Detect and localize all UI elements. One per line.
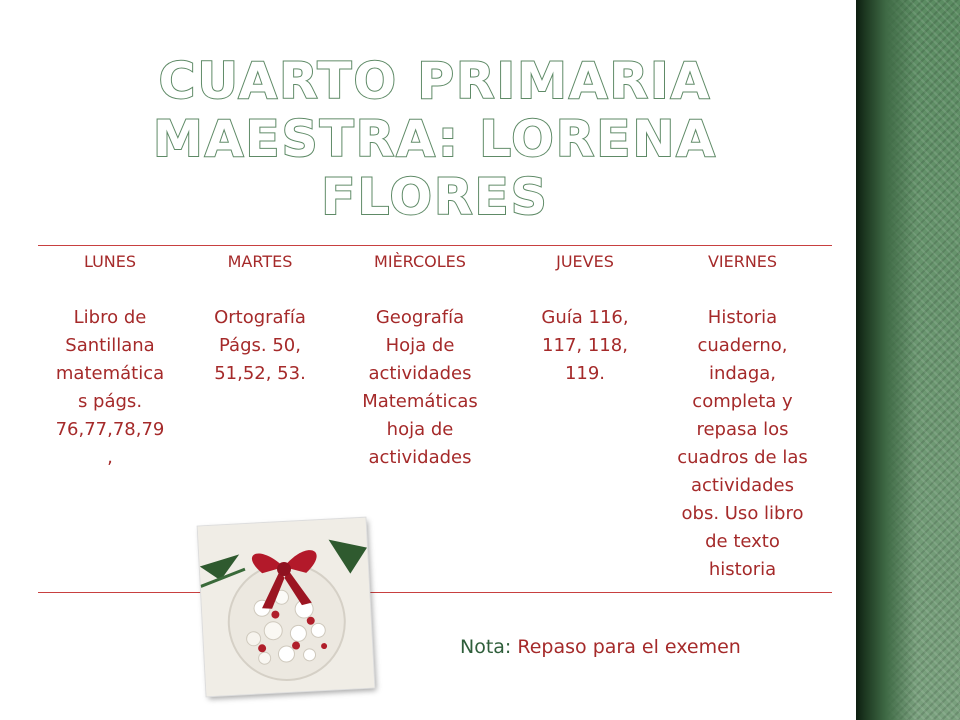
day-line: hoja de: [386, 419, 454, 440]
day-line: Libro de: [73, 307, 147, 328]
title-line-1: CUARTO PRIMARIA: [158, 52, 712, 110]
schedule-column-jueves: [515, 248, 655, 388]
day-line: matemática: [55, 363, 165, 384]
note-text: Repaso para el exemen: [517, 636, 741, 658]
note: [460, 636, 741, 658]
day-line: 119.: [564, 363, 606, 384]
green-sidebar-decoration: [856, 0, 960, 720]
day-line: Santillana: [65, 335, 155, 356]
note-label: Nota:: [460, 636, 512, 658]
day-line: actividades: [368, 447, 472, 468]
day-line: cuadros de las: [677, 447, 808, 468]
day-line: indaga,: [708, 363, 777, 384]
table-top-rule: [38, 245, 832, 246]
schedule-column-lunes: [40, 248, 180, 472]
day-line: Guía 116,: [541, 307, 629, 328]
day-header: JUEVES: [556, 252, 614, 271]
schedule-column-viernes: [660, 248, 825, 584]
day-line: 117, 118,: [542, 335, 628, 356]
day-line: historia: [708, 559, 777, 580]
day-line: actividades: [691, 475, 794, 496]
day-line: completa y: [692, 391, 793, 412]
table-bottom-rule: [38, 592, 832, 593]
day-line: obs. Uso libro: [681, 503, 804, 524]
day-line: cuaderno,: [697, 335, 788, 356]
ornament-photo: [198, 518, 375, 697]
day-line: Ortografía: [214, 307, 306, 328]
day-line: Historia: [707, 307, 778, 328]
day-line: de texto: [705, 531, 780, 552]
day-line: ,: [107, 447, 113, 468]
day-header: MARTES: [227, 252, 293, 271]
day-line: Págs. 50,: [219, 335, 301, 356]
day-header: VIERNES: [707, 252, 778, 271]
day-line: Geografía: [375, 307, 465, 328]
day-line: Hoja de: [385, 335, 455, 356]
button-ornament-illustration: [198, 518, 375, 697]
day-line: s págs.: [77, 391, 143, 412]
day-line: Matemáticas: [362, 391, 478, 412]
day-header: MIÈRCOLES: [374, 252, 466, 271]
day-line: actividades: [368, 363, 472, 384]
schedule-column-martes: [190, 248, 330, 388]
day-line: 76,77,78,79: [55, 419, 165, 440]
day-line: repasa los: [696, 419, 789, 440]
title-line-2: MAESTRA: LORENA FLORES: [152, 110, 718, 226]
day-line: 51,52, 53.: [214, 363, 306, 384]
schedule-column-miercoles: [345, 248, 495, 472]
day-header: LUNES: [83, 252, 137, 271]
